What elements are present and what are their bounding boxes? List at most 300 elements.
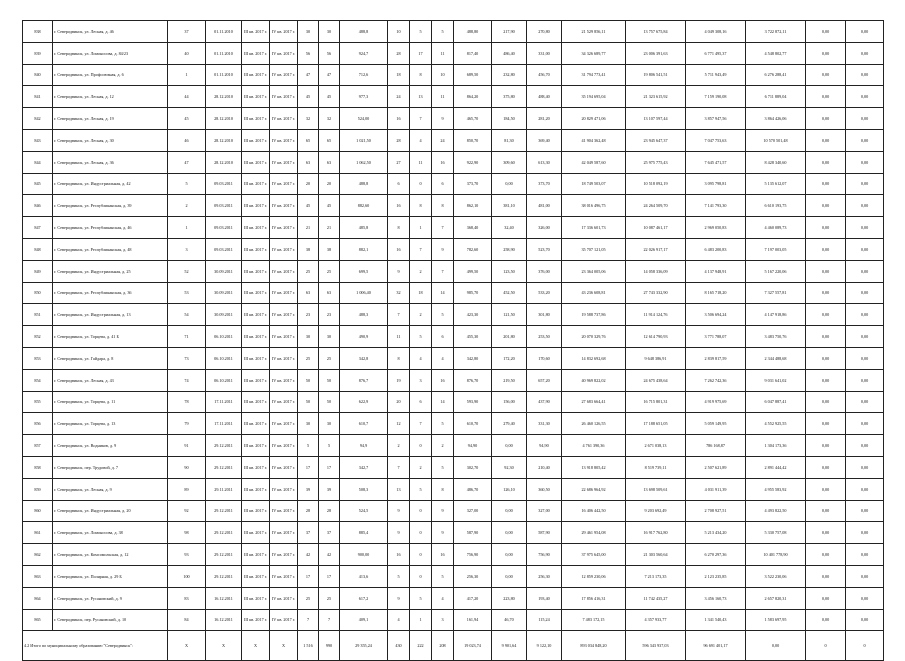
area-total: 593,90 [454, 391, 492, 413]
document-date: 29.12.2011 [206, 500, 242, 522]
address-cell: г. Северодвинск, ул. Лесная, д. 9 [53, 478, 168, 500]
residents-relocated: 56 [319, 42, 340, 64]
table-row [23, 413, 884, 435]
document-number: 53 [168, 282, 206, 304]
apartments-owned: 17 [410, 42, 432, 64]
funding-local: 4 548 802,77 [746, 42, 806, 64]
row-number: 845 [23, 173, 53, 195]
table-row [23, 173, 884, 195]
resettlement-register-table [22, 20, 884, 661]
funding-local: 7 197 003,05 [746, 238, 806, 260]
funding-regional: 5 711 943,49 [686, 64, 746, 86]
residents-relocated: 45 [319, 195, 340, 217]
row-number: 862 [23, 544, 53, 566]
area-total: 864,20 [454, 86, 492, 108]
address-cell: г. Северодвинск, ул. Республиканская, д. 48 [53, 238, 168, 260]
area-municipal: 533,20 [527, 282, 562, 304]
funding-regional: 2 123 235,85 [686, 565, 746, 587]
area-municipal: 170,60 [527, 347, 562, 369]
total-area: 488,3 [340, 304, 388, 326]
apartments-owned: 18 [410, 282, 432, 304]
total-area-municipal: 9 122,10 [527, 631, 562, 661]
total-area: 485,8 [340, 217, 388, 239]
table-row [23, 151, 884, 173]
extra-funding: 0,00 [806, 217, 846, 239]
funding-local: 10 401 778,90 [746, 544, 806, 566]
document-date: 28.12.2010 [206, 151, 242, 173]
stage-start: III кв. 2017 г. [242, 173, 270, 195]
area-owned: 184,50 [492, 108, 527, 130]
stage-end: IV кв. 2017 г. [270, 195, 298, 217]
row-number: 855 [23, 391, 53, 413]
address-cell: г. Северодвинск, ул. Водников, д. 9 [53, 435, 168, 457]
total-area: 617,2 [340, 587, 388, 609]
row-number: 857 [23, 435, 53, 457]
area-municipal: 331,00 [527, 42, 562, 64]
document-number: 92 [168, 500, 206, 522]
apartments-total: 9 [388, 587, 410, 609]
residents-relocated: 17 [319, 565, 340, 587]
stage-start: III кв. 2017 г. [242, 500, 270, 522]
apartments-total: 8 [388, 217, 410, 239]
area-municipal: 488,40 [527, 86, 562, 108]
area-owned: 32,40 [492, 217, 527, 239]
cost-total: 42 049 587,60 [562, 151, 626, 173]
document-date: 30.09.2011 [206, 304, 242, 326]
funding-fund: 13 757 675,84 [626, 21, 686, 43]
funding-local: 5 135 612,07 [746, 173, 806, 195]
document-number: 83 [168, 587, 206, 609]
total-area: 1 021,50 [340, 129, 388, 151]
apartments-municipal: 11 [432, 42, 454, 64]
stage-end: IV кв. 2017 г. [270, 108, 298, 130]
residents-count: 37 [298, 522, 319, 544]
residents-count: 23 [298, 304, 319, 326]
apartments-municipal: 16 [432, 151, 454, 173]
address-cell: г. Северодвинск, ул. Лесная, д. 43 [53, 369, 168, 391]
stage-end: IV кв. 2017 г. [270, 369, 298, 391]
funding-regional: 3 771 788,07 [686, 326, 746, 348]
document-number: 93 [168, 544, 206, 566]
residents-count: 17 [298, 456, 319, 478]
stage-start: III кв. 2017 г. [242, 369, 270, 391]
funding-local: 5 330 757,08 [746, 522, 806, 544]
document-date: 06.10.2011 [206, 369, 242, 391]
residents-count: 7 [298, 609, 319, 631]
other-funding: 0,00 [846, 326, 884, 348]
document-date: 28.12.2010 [206, 108, 242, 130]
residents-relocated: 32 [319, 108, 340, 130]
funding-fund: 11 742 435,27 [626, 587, 686, 609]
apartments-total: 24 [388, 86, 410, 108]
stage-start: III кв. 2017 г. [242, 391, 270, 413]
residents-relocated: 45 [319, 86, 340, 108]
table-row [23, 369, 884, 391]
residents-count: 47 [298, 64, 319, 86]
area-municipal: 360,50 [527, 478, 562, 500]
document-date: 29.12.2011 [206, 522, 242, 544]
area-total: 876,70 [454, 369, 492, 391]
total-area: 712,6 [340, 64, 388, 86]
document-number: 79 [168, 413, 206, 435]
total-area-owned: 9 901,64 [492, 631, 527, 661]
residents-count: 30 [298, 21, 319, 43]
area-owned: 126,10 [492, 478, 527, 500]
cost-total: 38 016 496,75 [562, 195, 626, 217]
apartments-owned: 7 [410, 238, 432, 260]
stage-start: III кв. 2017 г. [242, 304, 270, 326]
area-municipal: 327,00 [527, 500, 562, 522]
stage-end: IV кв. 2017 г. [270, 544, 298, 566]
document-date: 01.11.2010 [206, 21, 242, 43]
total-area: 94,9 [340, 435, 388, 457]
funding-fund: 14 058 336,09 [626, 260, 686, 282]
total-funding-regional: 96 691 401,17 [686, 631, 746, 661]
document-date: 17.11.2011 [206, 391, 242, 413]
funding-local: 3 522 230,06 [746, 565, 806, 587]
total-total-area: 29 355,24 [340, 631, 388, 661]
area-municipal: 376,00 [527, 260, 562, 282]
area-owned: 0,00 [492, 500, 527, 522]
row-number: 860 [23, 500, 53, 522]
funding-local: 6 047 887,41 [746, 391, 806, 413]
funding-fund: 12 614 790,93 [626, 326, 686, 348]
document-number: 78 [168, 391, 206, 413]
extra-funding: 0,00 [806, 173, 846, 195]
stage-end: IV кв. 2017 г. [270, 151, 298, 173]
document-number: 5 [168, 173, 206, 195]
funding-fund: 16 917 762,80 [626, 522, 686, 544]
apartments-municipal: 24 [432, 129, 454, 151]
area-total: 689,50 [454, 64, 492, 86]
address-cell: г. Северодвинск, ул. Ломоносова, д. 38 [53, 522, 168, 544]
extra-funding: 0,00 [806, 369, 846, 391]
apartments-owned: 7 [410, 413, 432, 435]
area-municipal: 281,20 [527, 108, 562, 130]
stage-start: III кв. 2017 г. [242, 565, 270, 587]
funding-local: 3 483 750,76 [746, 326, 806, 348]
total-document-date: X [206, 631, 242, 661]
table-row [23, 587, 884, 609]
apartments-municipal: 7 [432, 260, 454, 282]
apartments-municipal: 2 [432, 435, 454, 457]
document-date: 16.12.2011 [206, 609, 242, 631]
total-other-funding: 0 [846, 631, 884, 661]
row-number: 846 [23, 195, 53, 217]
area-municipal: 437,90 [527, 391, 562, 413]
row-number: 853 [23, 347, 53, 369]
stage-start: III кв. 2017 г. [242, 64, 270, 86]
stage-end: IV кв. 2017 г. [270, 522, 298, 544]
table-row [23, 478, 884, 500]
apartments-total: 28 [388, 129, 410, 151]
apartments-total: 10 [388, 21, 410, 43]
address-cell: г. Северодвинск, ул. Лесная, д. 19 [53, 108, 168, 130]
total-document-number: X [168, 631, 206, 661]
area-owned: 81,30 [492, 129, 527, 151]
cost-total: 14 832 692,68 [562, 347, 626, 369]
table-row [23, 435, 884, 457]
residents-count: 65 [298, 129, 319, 151]
document-date: 16.12.2011 [206, 587, 242, 609]
area-total: 373,70 [454, 173, 492, 195]
total-extra-funding: 0 [806, 631, 846, 661]
document-date: 01.11.2010 [206, 64, 242, 86]
table-row [23, 456, 884, 478]
other-funding: 0,00 [846, 544, 884, 566]
table-row [23, 195, 884, 217]
stage-end: IV кв. 2017 г. [270, 86, 298, 108]
area-total: 417,20 [454, 587, 492, 609]
apartments-total: 2 [388, 435, 410, 457]
area-municipal: 369,40 [527, 129, 562, 151]
address-cell: г. Северодвинск, ул. Ломоносова, д. 84/23 [53, 42, 168, 64]
apartments-municipal: 9 [432, 500, 454, 522]
funding-local: 10 570 501,48 [746, 129, 806, 151]
other-funding: 0,00 [846, 282, 884, 304]
other-funding: 0,00 [846, 522, 884, 544]
area-municipal: 210,40 [527, 456, 562, 478]
apartments-total: 5 [388, 565, 410, 587]
area-owned: 375,80 [492, 86, 527, 108]
extra-funding: 0,00 [806, 326, 846, 348]
document-number: 89 [168, 478, 206, 500]
total-area: 409,1 [340, 609, 388, 631]
funding-fund: 11 914 124,76 [626, 304, 686, 326]
document-date: 01.11.2010 [206, 42, 242, 64]
apartments-municipal: 5 [432, 304, 454, 326]
residents-relocated: 21 [319, 217, 340, 239]
document-date: 29.11.2011 [206, 478, 242, 500]
area-owned: 279,40 [492, 413, 527, 435]
area-municipal: 331,30 [527, 413, 562, 435]
stage-start: III кв. 2017 г. [242, 86, 270, 108]
area-total: 486,70 [454, 478, 492, 500]
apartments-municipal: 4 [432, 587, 454, 609]
stage-end: IV кв. 2017 г. [270, 587, 298, 609]
area-owned: 0,00 [492, 522, 527, 544]
stage-end: IV кв. 2017 г. [270, 435, 298, 457]
apartments-total: 12 [388, 413, 410, 435]
table-body [23, 21, 884, 661]
total-funding-local: 0,00 [746, 631, 806, 661]
area-owned: 172,20 [492, 347, 527, 369]
total-area: 1 006,40 [340, 282, 388, 304]
other-funding: 0,00 [846, 238, 884, 260]
funding-local: 4 493 822,50 [746, 500, 806, 522]
stage-start: III кв. 2017 г. [242, 195, 270, 217]
residents-count: 45 [298, 86, 319, 108]
funding-local: 4 460 089,73 [746, 217, 806, 239]
address-cell: г. Северодвинск, ул. Республиканская, д. 36 [53, 282, 168, 304]
row-number: 850 [23, 282, 53, 304]
other-funding: 0,00 [846, 478, 884, 500]
area-total: 256,30 [454, 565, 492, 587]
cost-total: 34 326 689,77 [562, 42, 626, 64]
residents-count: 38 [298, 238, 319, 260]
address-cell: г. Северодвинск, ул. Республиканская, д. 46 [53, 217, 168, 239]
apartments-total: 32 [388, 282, 410, 304]
address-cell: г. Северодвинск, ул. Индустриальная, д. 25 [53, 260, 168, 282]
area-owned: 0,00 [492, 565, 527, 587]
table-row [23, 522, 884, 544]
funding-fund: 21 303 560,64 [626, 544, 686, 566]
table-row [23, 391, 884, 413]
total-area: 882,1 [340, 238, 388, 260]
area-owned: 0,00 [492, 173, 527, 195]
apartments-owned: 0 [410, 522, 432, 544]
total-area: 1 062,50 [340, 151, 388, 173]
area-municipal: 657,20 [527, 369, 562, 391]
residents-relocated: 28 [319, 500, 340, 522]
table-row [23, 129, 884, 151]
total-area: 488,8 [340, 21, 388, 43]
extra-funding: 0,00 [806, 500, 846, 522]
area-owned: 0,00 [492, 435, 527, 457]
cost-total: 23 364 005,06 [562, 260, 626, 282]
apartments-owned: 0 [410, 500, 432, 522]
funding-local: 1 583 697,95 [746, 609, 806, 631]
residents-count: 28 [298, 500, 319, 522]
apartments-owned: 6 [410, 391, 432, 413]
area-municipal: 193,40 [527, 587, 562, 609]
stage-end: IV кв. 2017 г. [270, 391, 298, 413]
other-funding: 0,00 [846, 86, 884, 108]
apartments-owned: 11 [410, 151, 432, 173]
document-number: 84 [168, 609, 206, 631]
apartments-owned: 2 [410, 304, 432, 326]
residents-relocated: 37 [319, 522, 340, 544]
area-total: 862,10 [454, 195, 492, 217]
address-cell: г. Северодвинск, ул. Индустриальная, д. 20 [53, 500, 168, 522]
funding-regional: 7 047 753,63 [686, 129, 746, 151]
cost-total: 20 070 329,76 [562, 326, 626, 348]
document-page [22, 20, 883, 661]
funding-fund: 19 806 541,51 [626, 64, 686, 86]
funding-regional: 3 857 947,56 [686, 108, 746, 130]
cost-total: 43 236 608,81 [562, 282, 626, 304]
funding-local: 4 147 918,86 [746, 304, 806, 326]
residents-relocated: 65 [319, 129, 340, 151]
cost-total: 7 483 172,15 [562, 609, 626, 631]
cost-total: 35 194 695,04 [562, 86, 626, 108]
document-date: 30.09.2011 [206, 282, 242, 304]
apartments-total: 28 [388, 42, 410, 64]
area-municipal: 523,70 [527, 238, 562, 260]
area-owned: 156,00 [492, 391, 527, 413]
stage-start: III кв. 2017 г. [242, 238, 270, 260]
residents-count: 50 [298, 391, 319, 413]
area-owned: 46,70 [492, 609, 527, 631]
other-funding: 0,00 [846, 304, 884, 326]
row-number: 842 [23, 108, 53, 130]
total-area: 524,00 [340, 108, 388, 130]
table-row [23, 304, 884, 326]
total-funding-fund: 596 343 937,03 [626, 631, 686, 661]
table-row [23, 238, 884, 260]
address-cell: г. Северодвинск, ул. Индустриальная, д. 13 [53, 304, 168, 326]
funding-regional: 2 507 621,89 [686, 456, 746, 478]
stage-start: III кв. 2017 г. [242, 413, 270, 435]
apartments-total: 16 [388, 544, 410, 566]
residents-relocated: 30 [319, 21, 340, 43]
document-number: 54 [168, 304, 206, 326]
area-owned: 217,90 [492, 21, 527, 43]
apartments-municipal: 8 [432, 478, 454, 500]
other-funding: 0,00 [846, 21, 884, 43]
stage-end: IV кв. 2017 г. [270, 260, 298, 282]
funding-fund: 23 006 391,63 [626, 42, 686, 64]
row-number: 848 [23, 238, 53, 260]
cost-total: 19 588 737,86 [562, 304, 626, 326]
apartments-total: 27 [388, 151, 410, 173]
other-funding: 0,00 [846, 369, 884, 391]
stage-start: III кв. 2017 г. [242, 217, 270, 239]
stage-start: III кв. 2017 г. [242, 282, 270, 304]
area-municipal: 301,80 [527, 304, 562, 326]
total-area: 524,5 [340, 500, 388, 522]
residents-relocated: 17 [319, 456, 340, 478]
apartments-total: 4 [388, 609, 410, 631]
stage-start: III кв. 2017 г. [242, 260, 270, 282]
other-funding: 0,00 [846, 129, 884, 151]
document-number: 73 [168, 347, 206, 369]
document-date: 09.03.2011 [206, 238, 242, 260]
extra-funding: 0,00 [806, 304, 846, 326]
total-area: 885,4 [340, 522, 388, 544]
area-municipal: 115,24 [527, 609, 562, 631]
other-funding: 0,00 [846, 195, 884, 217]
table-row [23, 565, 884, 587]
document-date: 28.12.2010 [206, 129, 242, 151]
total-area: 342,7 [340, 456, 388, 478]
area-owned: 232,80 [492, 64, 527, 86]
stage-start: III кв. 2017 г. [242, 151, 270, 173]
total-area: 488,8 [340, 173, 388, 195]
extra-funding: 0,00 [806, 587, 846, 609]
funding-fund: 22 026 917,17 [626, 238, 686, 260]
document-number: 47 [168, 151, 206, 173]
address-cell: г. Северодвинск, ул. Лесная, д. 36 [53, 151, 168, 173]
area-total: 610,70 [454, 413, 492, 435]
funding-fund: 9 203 692,49 [626, 500, 686, 522]
funding-local: 4 552 925,55 [746, 413, 806, 435]
total-area-total: 19 023,74 [454, 631, 492, 661]
funding-fund: 10 518 092,19 [626, 173, 686, 195]
cost-total: 20 829 471,06 [562, 108, 626, 130]
area-owned: 92,30 [492, 456, 527, 478]
stage-start: III кв. 2017 г. [242, 522, 270, 544]
residents-count: 39 [298, 478, 319, 500]
funding-regional: 7 141 793,30 [686, 195, 746, 217]
other-funding: 0,00 [846, 217, 884, 239]
funding-regional: 4 049 308,16 [686, 21, 746, 43]
apartments-municipal: 9 [432, 522, 454, 544]
residents-count: 25 [298, 260, 319, 282]
document-number: 44 [168, 86, 206, 108]
cost-total: 21 529 856,11 [562, 21, 626, 43]
apartments-municipal: 11 [432, 86, 454, 108]
table-row [23, 347, 884, 369]
extra-funding: 0,00 [806, 435, 846, 457]
funding-local: 2 657 820,31 [746, 587, 806, 609]
row-number: 847 [23, 217, 53, 239]
apartments-owned: 5 [410, 587, 432, 609]
funding-fund: 27 743 332,90 [626, 282, 686, 304]
residents-relocated: 50 [319, 369, 340, 391]
area-total: 302,70 [454, 456, 492, 478]
funding-regional: 6 270 297,36 [686, 544, 746, 566]
